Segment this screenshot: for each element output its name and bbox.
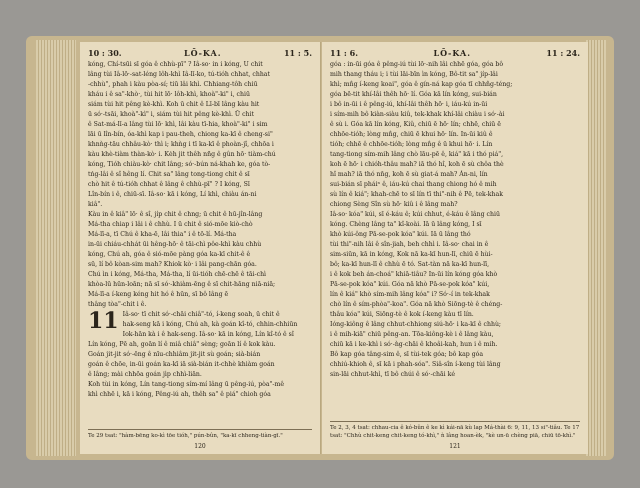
right-ref-end: 11 : 24. bbox=[546, 48, 580, 58]
text-line: koh ē hō· i chióh-thâu mah? iā thó hî, koh ē sù chôa thè bbox=[330, 161, 504, 168]
text-line: chhiú-khioh ê, sī kā i phah-sóa". Siâ-sîn í-keng tùi lâng bbox=[330, 361, 501, 368]
chapter-number: 11 bbox=[88, 308, 119, 334]
text-line: góa : in-ūi góa ê pêng-iú tùi lō·-nih lâi chhē góa, góa bô bbox=[330, 61, 504, 68]
left-page-header bbox=[88, 48, 312, 58]
text-line: chò hit ê tú-tióh chhat ê lâng ê chhù-pī" ? I kóng, Sī bbox=[88, 181, 250, 188]
right-ref-start: 11 : 6. bbox=[330, 48, 359, 58]
text-line: kóng, Tióh chiàu-kò· chit lâng; só·-bún ná-khah ke, góa tò- bbox=[88, 161, 271, 168]
text-line: khì chhē i, kā i kóng, Pêng-iú ah, thêh sa" ê piá" chioh góa bbox=[88, 391, 271, 398]
text-line: sui-bián sī pháiⁿ ê, iáu-kú chai thang chiong hó ê mih bbox=[330, 181, 497, 188]
text-line: lâng tùi Iâ-lō·-sat-léng lôh-khì Iâ-lī-ko, tú-tióh chhat, chhat bbox=[88, 71, 270, 78]
text-line: khnǹg-tāu chhâu-kò· thì i; khǹg i tī ka-kī ê phoàn-jî, chhōa i bbox=[88, 141, 274, 148]
right-page-number: 121 bbox=[449, 443, 461, 450]
text-line: 11 Iâ-so· tī chit só·-chāi chiâ"-tó, í-keng soah, ū chit ê bbox=[88, 308, 280, 334]
text-line: Koh tùi in kóng, Lín tang-tiong sím-mí lâng ū pêng-iú, pòa"-mê bbox=[88, 381, 285, 388]
text-line: Lîn-bín i ê, chiū-sī. Iâ-so· kā i kóng, Lí khì, chiàu án-ni bbox=[88, 191, 257, 198]
text-line: Iok-hān kà i ê hak-seng. Iâ-so· kā in kóng, Lín kî-tó ê sî bbox=[122, 331, 294, 338]
text-line: Bô kap góa tâng-sim ê, sī tùi-tek góa; bô kap góa bbox=[330, 351, 484, 358]
text-line: góa bē-tit khí-lâi thêh hō· lí. Góa kā lín kóng, sui-bián bbox=[330, 91, 497, 98]
text-line: Má-lī-a, tī Chú ê kha-ē, lâi thia" i ê tō-lí. Má-tha bbox=[88, 231, 237, 238]
text-line: lāi ū lîn-bín, óa-khì kap i pau-theh, chiong ka-kī ê cheng-si" bbox=[88, 131, 273, 138]
left-page bbox=[80, 42, 321, 454]
right-page bbox=[322, 42, 588, 454]
text-line: tióh; chhē ê chhōe-tióh; lòng mn̂g ê ū khui hō· i. Lín bbox=[330, 141, 493, 148]
text-line: Ióng-kiông ê lâng chhut-chhiong siú-hō· i ka-kī ê chhù; bbox=[330, 321, 502, 328]
text-line: sū, lí bô kòan-sim mah? Khiok kò· i lâi pang-chān góa. bbox=[88, 261, 257, 268]
text-line: i sím-mih bô kiàn-siàu kiû, tek-khak khí-lâi chiàu i só·-ài bbox=[330, 111, 505, 118]
text-line: Má-tha chiap i lâi i ê chhù. I ū chit ê sió-mōe kiò-chò bbox=[88, 221, 253, 228]
text-line: siám tùi hit pêng kè-khì. Koh ū chit ê Lī-bī lâng kàu hit bbox=[88, 101, 260, 108]
text-line: -chhù", phah i kàu pòa-sí; tiū lâi khì. Chhiang-tôh chiū bbox=[88, 81, 258, 88]
left-ref-start: 10 : 30. bbox=[88, 48, 122, 58]
text-line: in-ūi chiáu-chhát ūi hêng-hō· ê tāi-chì pôe-khì kàu chhù bbox=[88, 241, 262, 248]
text-line: khòa-lū hūn-loān; nā sī só·-khiàm-ēng ê sī chit-hāng niā-niā; bbox=[88, 281, 276, 288]
text-line: tńg-lâi ê sî hêng lí. Chit sa" lâng tong-tiong chit ê sī bbox=[88, 171, 250, 178]
text-line: sin-lāi chhut-khì, tī bô chúi ê só·-chāi ké bbox=[330, 371, 456, 378]
text-line: i ê mih-kiā" chiū pêng-an. Tōa-kiông-kè i ê lâng kàu, bbox=[330, 331, 494, 338]
text-line: thâng tòa"-chit i ê. bbox=[88, 301, 147, 308]
text-line: sim-siūn, kā in kóng, Kok nā ka-kī hun-lī, chiū ē hùi- bbox=[330, 251, 493, 258]
right-page-header bbox=[330, 48, 580, 58]
text-line: chhōe-tióh; lòng mn̂g, chiū ē khui hō· lín. In-ūi kiû ê bbox=[330, 131, 493, 138]
text-line: kóng, Chú ah, góa ê sió-mōe pàng góa ka-kī chit-ê ê bbox=[88, 251, 251, 258]
text-line: goán ê chōe, in-ūi goán ka-kī iā sià-bián it-chhè khiàm goán bbox=[88, 361, 275, 368]
text-line: khì; mn̂g í-keng koai", góa ê gín-ná kap góa tī chhn̂g-téng; bbox=[330, 81, 513, 88]
text-line: chò lín ê sím-phòa"-koa". Góa nā khò Siōng-tè ê chéng- bbox=[330, 301, 503, 308]
text-line: mih thang tháu i; i tùi lāi-bīn ìn kóng, Bô-tit sa" ji̍p-lâi bbox=[330, 71, 498, 78]
left-page-number: 120 bbox=[194, 443, 206, 450]
text-line: Pā-se-pok kóa" kúi. Góa nā khò Pā-se-pok kóa" kúi, bbox=[330, 281, 490, 288]
text-line: kháu i ê sa"-khò·, tùi hit lō· lôh-khì, khoà"-ki" i, chiū bbox=[88, 91, 250, 98]
text-line: tùi thi"-nih lâi ê sîn-jiah, beh chhì i. Iâ-so· chai in ê bbox=[330, 241, 489, 248]
left-page-edges bbox=[36, 40, 76, 456]
text-line: kiâ". bbox=[88, 201, 103, 208]
right-text-body bbox=[330, 60, 580, 380]
right-page-edges bbox=[586, 40, 606, 456]
text-line: hî mah? iā thó nn̄g, koh ē sù giat-á mah? Án-ni, lín bbox=[330, 171, 488, 178]
text-line: Kàu in ê kiâ" lō· ê sî, ji̍p chit ê chng; ū chit ê hū-jîn-lâng bbox=[88, 211, 263, 218]
text-line: chiū kā i ke-khì i só·-ǹg-chāi ê khoâi-kah, hun i ê mih. bbox=[330, 341, 498, 348]
text-line: sù lín ê kiá"; khah-chē to sī lín tī thi"-nih ê Pē, tek-khak bbox=[330, 191, 503, 198]
right-footnote: Te 2, 3, 4 tsat: chhau-cia ê kó-bûn ê ke kì kái-nā kù lap Má-thài 6: 9, 11, 13 si"-tiâu. Te 17 tsat: "Chhù chit-keng chit-keng tó-khì," ǹ lâng hoan-èk, "kè un-ū chèng piā, chiū tō-khì." bbox=[330, 421, 580, 440]
text-line: hak-seng kā i kóng, Chú ah, kà goán kî-tó, chhin-chhiūn bbox=[122, 321, 298, 328]
left-footnote: Te 29 tsat: "hàm-bēng ko-kì tōe tióh," pún-bûn, "ka-kī chheng-tiàn-gī." bbox=[88, 429, 312, 440]
text-line: lín ê kiá" khò sím-mih lâng kóa" i? Só·-í in tek-khak bbox=[330, 291, 490, 298]
left-ref-end: 11 : 5. bbox=[283, 48, 312, 58]
text-line: bô; ka-kī hun-lī ê chhù ē tó. Sat-tàn nā ka-kī hun-lī, bbox=[330, 261, 490, 268]
left-text-body bbox=[88, 60, 312, 400]
left-book-title: LŌ-KA. bbox=[184, 48, 222, 58]
text-line: ê lâng; mài chhōa goán ji̍p chhì-liān. bbox=[88, 371, 202, 378]
text-line: kóng. Chèng lâng ta" kî-koài. Iā ū lâng kóng, I sī bbox=[330, 221, 482, 228]
text-line: Iâ-so· kóa" kúi, sī é-káu ê; kúi chhut, é-káu ê lâng chiū bbox=[330, 211, 500, 218]
text-line: ê sù i. Góa kā lín kóng, Kiû, chiū ē hō· lín; chhē, chiū ē bbox=[330, 121, 501, 128]
text-line: i ê kok beh án-choá" khiā-tiâu? In-ūi lín kóng góa khò bbox=[330, 271, 498, 278]
text-line: Goán jit-jit só·-ēng ê nīu-chhiâm jit-jit sù goán; sià-bián bbox=[88, 351, 261, 358]
text-line: Má-lī-a í-keng kéng hit hó ê hūn, sī bô lâng ē bbox=[88, 291, 229, 298]
text-line: ê Sat-má-lī-a lâng tùi lō· khì, lâi kàu tī-hia, khoà"-ki" i sim bbox=[88, 121, 268, 128]
text-line: kàu khè-tiàm thàn-kò· i. Kėh jit thêh nñg ê gûn hō· tiàm-chú bbox=[88, 151, 276, 158]
right-book-title: LŌ-KA. bbox=[433, 48, 471, 58]
text-line: tang-tiong sím-mih lâng chò lāu-pē ê, kiá" kā i thó piá", bbox=[330, 151, 504, 158]
text-line: khò kúi-ông Pā-se-pok kóa" kúi. Iā ū lâng thó bbox=[330, 231, 471, 238]
text-line: i bô in-ūi i ê pêng-iú, khí-lâi thêh hō· i, iáu-kú in-ūi bbox=[330, 101, 488, 108]
text-line: Chú ìn i kóng, Má-tha, Má-tha, lí ūi-tióh chē-chē ê tāi-chì bbox=[88, 271, 267, 278]
text-line: chiong Sèng Sîn sù hō· kiû i ê lâng mah? bbox=[330, 201, 458, 208]
text-line: Lín kóng, Pē ah, goān lí ê miâ chiâ" sèng; goān lí ê kok kàu. bbox=[88, 341, 276, 348]
text-line: ū só·-tsāi, khoà"-kì" i, siám tùi hit pêng kè-khì. Ū chit bbox=[88, 111, 255, 118]
text-line: thâu kóa" kúi, Siōng-tè ê kok í-keng kàu tī lín. bbox=[330, 311, 474, 318]
text-line: kóng, Chí-tsūi sī góa ê chhù-pī" ? Iâ-so· in i kóng, U chit bbox=[88, 61, 263, 68]
